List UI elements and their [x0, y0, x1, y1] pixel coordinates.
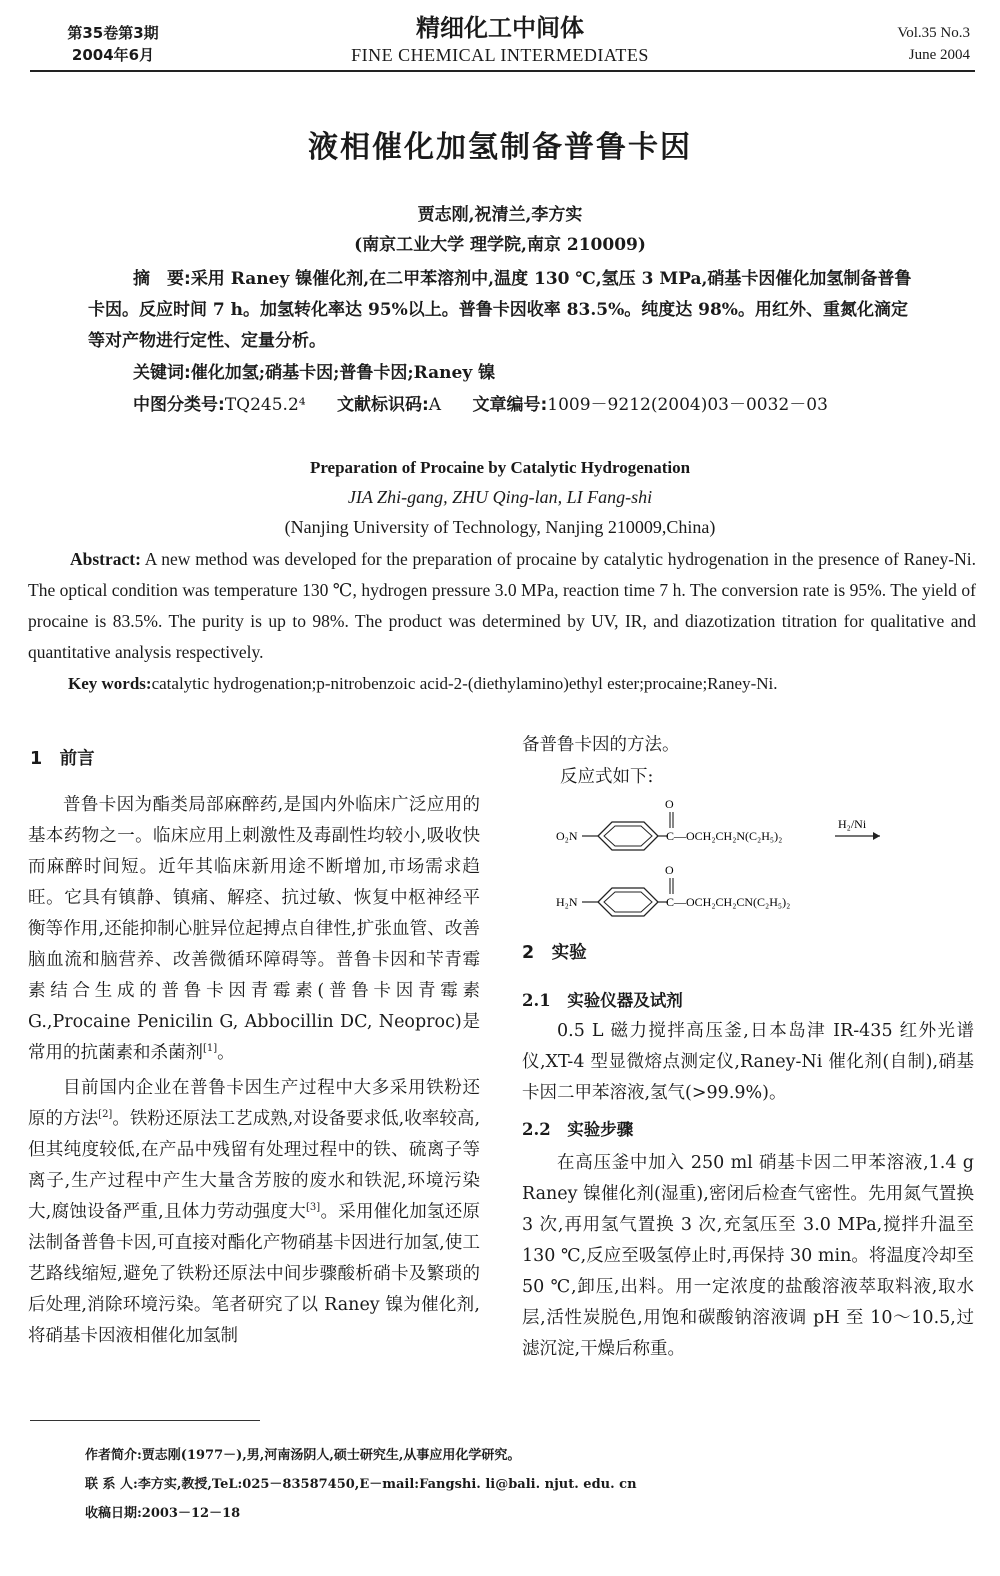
reactant-ester-chain: C—OCH₂CH₂N(C₂H₅)₂: [666, 829, 783, 843]
section1-paragraph-1: [28, 790, 480, 1069]
citation-2: [2]: [98, 1109, 113, 1121]
abstract-cn: [88, 264, 918, 357]
doc-code-value: A: [428, 395, 442, 415]
english-keywords-text: catalytic hydrogenation;p-nitrobenzoic acid-2-(diethylamino)ethyl ester;procaine;Raney-Ni.: [151, 674, 778, 693]
clc-label: 中图分类号:: [133, 395, 225, 415]
english-affiliation: (Nanjing University of Technology, Nanjing 210009,China): [284, 517, 716, 537]
citation-1: [1]: [203, 1043, 218, 1055]
footnote-author-intro: 作者简介:贾志刚(1977－),男,河南汤阴人,硕士研究生,从事应用化学研究。: [85, 1448, 521, 1463]
carbonyl-oxygen-product: O: [665, 863, 674, 877]
section2-1-heading: 2.1 实验仪器及试剂: [522, 991, 683, 1010]
article-no-label: 文章编号:: [472, 395, 548, 415]
article-no-value: 1009－9212(2004)03－0032－03: [547, 395, 828, 415]
citation-3: [3]: [306, 1202, 321, 1214]
doc-code-label: 文献标识码:: [336, 395, 429, 415]
section2-1-text: 0.5 L 磁力搅拌高压釜,日本岛津 IR-435 红外光谱仪,XT-4 型显微熔点测定仪,Raney-Ni 催化剂(自制),硝基卡因二甲苯溶液,氢气(>99.9%)。: [522, 1021, 974, 1103]
footnote-received: 收稿日期:2003－12－18: [85, 1506, 241, 1521]
vol-issue-cn: 第35卷第3期: [67, 24, 159, 42]
section2-heading: 2 实验: [522, 943, 587, 963]
authors-cn: 贾志刚,祝清兰,李方实: [417, 205, 583, 225]
product-ester-chain: C—OCH₂CH₂CN(C₂H₅)₂: [666, 895, 791, 909]
section1-p2b-text: 。铁粉还原法工艺成熟,对设备要求低,收率较高,但其纯度较低,在产品中残留有处理过程中的铁、硫离子等离子,生产过程中产生大量含芳胺的废水和铁泥,环境污染大,腐蚀设备严重,且体力劳动强度大: [28, 1109, 481, 1222]
english-abstract-text: A new method was developed for the preparation of procaine by catalytic hydrogenation in the presence of Raney-Ni. The optical condition was temperature 130 ℃, hydrogen pressure 3.0 MPa, reaction time 7 h. The conversion rate is 95%. The yield of procaine is 83.5%. The purity is up to 98%. The product was determined by UV, IR, and diazotization titration for qualitative and quantitative analysis respectively.: [28, 549, 976, 662]
journal-issue-cn: [38, 22, 188, 66]
keywords-cn-label: 关键词:: [133, 363, 191, 383]
section1-p2a-text: 目前国内企业在普鲁卡因生产过程中大多采用铁粉还原的方法: [28, 1078, 480, 1129]
english-keywords: [68, 668, 978, 699]
affiliation-cn: (南京工业大学 理学院,南京 210009): [354, 235, 646, 255]
clc-value: TQ245.2⁴: [224, 395, 306, 415]
benzene-inner-product: [604, 892, 652, 912]
reaction-label: 反应式如下:: [560, 767, 654, 787]
header-rule: [30, 70, 975, 72]
journal-name-en: FINE CHEMICAL INTERMEDIATES: [351, 45, 649, 65]
section1-continuation: 备普鲁卡因的方法。: [522, 735, 680, 755]
section2-2-text: 在高压釜中加入 250 ml 硝基卡因二甲苯溶液,1.4 g Raney 镍催化剂(湿重),密闭后检查气密性。先用氮气置换 3 次,再用氢气置换 3 次,充氢压至 3.0 MPa,搅拌升温至 130 ℃,反应至吸氢停止时,再保持 30 min。将温度冷却至 50 ℃,卸压,出料。用一定浓度的盐酸溶液萃取料液,取水层,活性炭脱色,用饱和碳酸钠溶液调 pH 至 10～10.5,过滤沉淀,干燥后称重。: [522, 1153, 974, 1359]
abstract-cn-label: 摘 要:: [133, 269, 191, 289]
reaction-scheme: [530, 790, 950, 930]
classification-line: [133, 390, 933, 421]
product-amino-group: H₂N: [556, 895, 578, 909]
keywords-cn: [133, 358, 933, 389]
reactant-nitro-group: O₂N: [556, 829, 578, 843]
section1-p1-text: 普鲁卡因为酯类局部麻醉药,是国内外临床广泛应用的基本药物之一。临床应用上刺激性及毒副性均较小,吸收快而麻醉时间短。近年其临床新用途不断增加,市场需求趋旺。它具有镇静、镇痛、解痉、抗过敏、恢复中枢神经平衡等作用,还能抑制心脏异位起搏点自律性,扩张血管、改善脑血流和脑营养、改善微循环障碍等。普鲁卡因和苄青霉素结合生成的普鲁卡因青霉素(普鲁卡因青霉素 G.,Procaine Penicilin G, Abbocillin DC, Neoproc)是常用的抗菌素和杀菌剂: [28, 795, 480, 1063]
reaction-arrowhead: [873, 832, 880, 840]
keywords-cn-text: 催化加氢;硝基卡因;普鲁卡因;Raney 镍: [190, 363, 496, 383]
footnote-contact: 联 系 人:李方实,教授,TeL:025－83587450,E－mail:Fangshi. li@bali. njut. edu. cn: [85, 1477, 637, 1492]
journal-name: [300, 12, 700, 66]
section2-2-body: [522, 1148, 974, 1365]
section1-p2c-text: 。采用催化加氢还原法制备普鲁卡因,可直接对酯化产物硝基卡因进行加氢,使工艺路线缩短,避免了铁粉还原法中间步骤酸析硝卡及繁琐的后处理,消除环境污染。笔者研究了以 Raney 镍为催化剂,将硝基卡因液相催化加氢制: [28, 1202, 481, 1346]
paper-title: 液相催化加氢制备普鲁卡因: [308, 130, 692, 165]
date-cn: 2004年6月: [71, 46, 155, 64]
section1-paragraph-2: [28, 1073, 480, 1352]
journal-issue-en: [820, 22, 970, 66]
english-authors: JIA Zhi-gang, ZHU Qing-lan, LI Fang-shi: [347, 487, 653, 507]
section2-2-heading: 2.2 实验步骤: [522, 1120, 634, 1139]
vol-issue-en: Vol.35 No.3: [897, 25, 970, 41]
footnote-rule: [30, 1420, 260, 1421]
section2-1-body: [522, 1016, 974, 1109]
section1-heading: 1 前言: [30, 749, 95, 769]
reaction-conditions: H₂/Ni: [838, 817, 867, 831]
section1-p1-end: 。: [217, 1043, 235, 1063]
benzene-inner-reactant: [604, 826, 652, 846]
english-title: Preparation of Procaine by Catalytic Hydrogenation: [309, 458, 691, 477]
english-keywords-label: Key words:: [68, 674, 152, 693]
english-abstract: [28, 544, 976, 668]
english-abstract-label: Abstract:: [70, 549, 141, 569]
carbonyl-oxygen-reactant: O: [665, 797, 674, 811]
date-en: June 2004: [908, 47, 970, 63]
abstract-cn-text: 采用 Raney 镍催化剂,在二甲苯溶剂中,温度 130 ℃,氢压 3 MPa,硝基卡因催化加氢制备普鲁卡因。反应时间 7 h。加氢转化率达 95%以上。普鲁卡因收率 83.5%。纯度达 98%。用红外、重氮化滴定等对产物进行定性、定量分析。: [88, 269, 912, 351]
journal-name-cn: 精细化工中间体: [416, 14, 584, 42]
section1-body: [28, 790, 480, 1356]
